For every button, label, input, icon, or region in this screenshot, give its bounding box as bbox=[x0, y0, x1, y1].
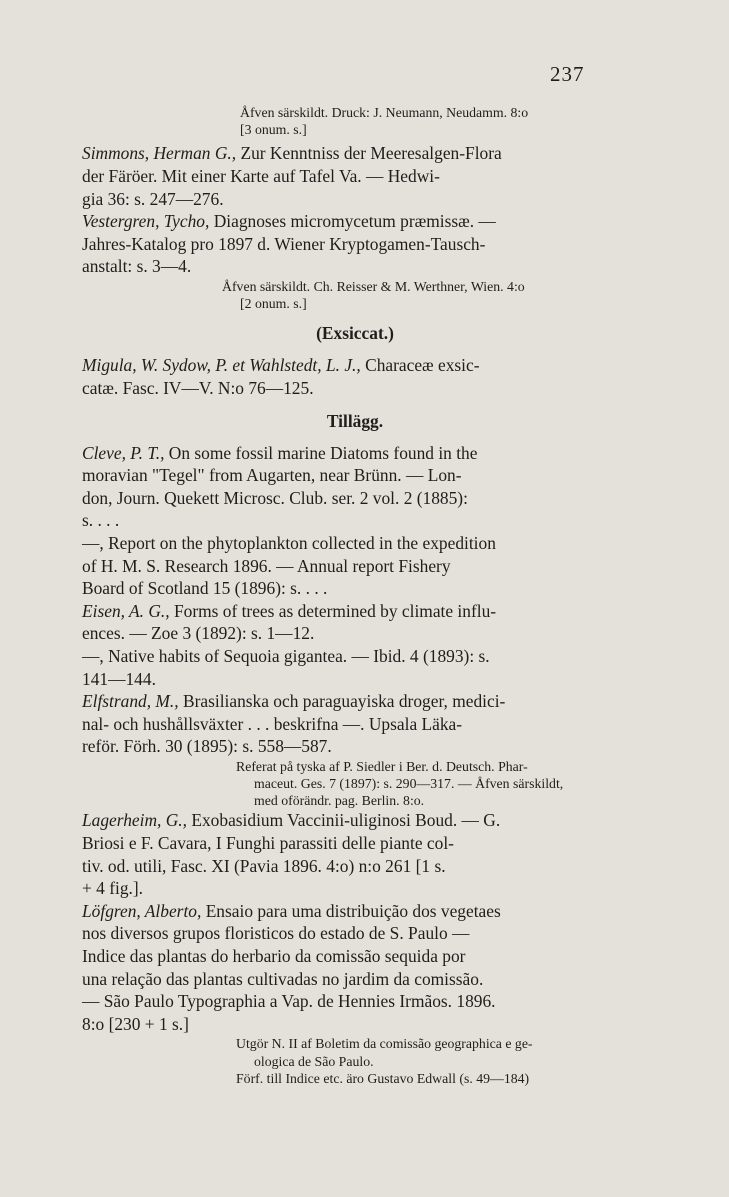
entry-text: On some fossil marine Diatoms found in the bbox=[168, 442, 478, 463]
entry-text: —, Native habits of Sequoia gigantea. — Ibid. 4 (1893): s. bbox=[82, 645, 490, 666]
entry-author: Lagerheim, G., bbox=[82, 810, 187, 831]
entry-text: 141—144. bbox=[82, 668, 156, 689]
entry-text: Brasilianska och paraguayiska droger, medici- bbox=[182, 691, 506, 712]
entry-text: Ensaio para uma distribuição dos vegetaes bbox=[205, 900, 501, 921]
entry-text: ences. — Zoe 3 (1892): s. 1—12. bbox=[82, 623, 315, 644]
entry-text: reför. Förh. 30 (1895): s. 558—587. bbox=[82, 736, 332, 757]
entry-text: of H. M. S. Research 1896. — Annual report Fishery bbox=[82, 555, 451, 576]
bib-entry bbox=[82, 210, 628, 278]
bib-entry bbox=[82, 809, 628, 899]
note-line: Åfven särskildt. Ch. Reisser & M. Werthner, Wien. 4:o bbox=[222, 278, 525, 294]
entry-text: 8:o [230 + 1 s.] bbox=[82, 1013, 189, 1034]
entry-text: don, Journ. Quekett Microsc. Club. ser. 2 vol. 2 (1885): bbox=[82, 487, 468, 508]
entry-text: s. . . . bbox=[82, 510, 120, 531]
entry-author: Löfgren, Alberto, bbox=[82, 900, 202, 921]
page-number: 237 bbox=[550, 62, 585, 86]
note-line: [2 onum. s.] bbox=[240, 296, 307, 312]
entry-text: —, Report on the phytoplankton collected in the expedition bbox=[82, 532, 496, 553]
entry-text: una relação das plantas cultivadas no jardim da comissão. bbox=[82, 968, 484, 989]
note-line: [3 onum. s.] bbox=[240, 122, 307, 138]
entry-author: Eisen, A. G., bbox=[82, 600, 170, 621]
entry-text: der Färöer. Mit einer Karte auf Tafel Va. — Hedwi- bbox=[82, 166, 440, 186]
note-line: Utgör N. II af Boletim da comissão geographica e ge- bbox=[236, 1036, 533, 1052]
bibliography-column bbox=[82, 104, 628, 1087]
entry-text: Briosi e F. Cavara, I Funghi parassiti delle piante col- bbox=[82, 833, 454, 854]
bib-entry bbox=[82, 442, 628, 532]
entry-text: Diagnoses micromycetum præmissæ. — bbox=[213, 211, 496, 232]
entry-text: Forms of trees as determined by climate influ- bbox=[173, 600, 497, 621]
entry-author: Elfstrand, M., bbox=[82, 691, 179, 712]
bib-entry bbox=[82, 354, 628, 399]
entry-text: anstalt: s. 3—4. bbox=[82, 256, 192, 277]
note-line: med oförändr. pag. Berlin. 8:o. bbox=[254, 793, 425, 809]
bib-entry bbox=[82, 690, 628, 758]
note-line: maceut. Ges. 7 (1897): s. 290—317. — Åfven särskildt, bbox=[254, 776, 564, 792]
bib-entry bbox=[82, 532, 628, 600]
note bbox=[82, 278, 628, 312]
bib-entry bbox=[82, 142, 628, 210]
entry-text: gia 36: s. 247—276. bbox=[82, 188, 224, 209]
entry-author: Migula, W. Sydow, P. et Wahlstedt, L. J., bbox=[82, 355, 361, 376]
entry-text: tiv. od. utili, Fasc. XI (Pavia 1896. 4:o) n:o 261 [1 s. bbox=[82, 855, 446, 876]
entry-text: moravian "Tegel" from Augarten, near Brünn. — Lon- bbox=[82, 465, 462, 486]
entry-text: Characeæ exsic- bbox=[365, 355, 480, 376]
entry-author: Vestergren, Tycho, bbox=[82, 211, 210, 232]
section-heading-tillagg: Tillägg. bbox=[326, 410, 384, 431]
bib-entry bbox=[82, 900, 628, 1036]
note bbox=[82, 1035, 628, 1087]
bib-entry bbox=[82, 600, 628, 645]
note-line: Förf. till Indice etc. äro Gustavo Edwall (s. 49—184) bbox=[236, 1070, 530, 1086]
entry-author: Cleve, P. T., bbox=[82, 442, 165, 463]
entry-text: Exobasidium Vaccinii-uliginosi Boud. — G. bbox=[191, 810, 501, 831]
entry-text: Board of Scotland 15 (1896): s. . . . bbox=[82, 578, 328, 599]
entry-text: Jahres-Katalog pro 1897 d. Wiener Kryptogamen-Tausch- bbox=[82, 233, 486, 254]
entry-text: nos diversos grupos floristicos do estado de S. Paulo — bbox=[82, 923, 470, 944]
entry-text: catæ. Fasc. IV—V. N:o 76—125. bbox=[82, 377, 314, 398]
note-line: Åfven särskildt. Druck: J. Neumann, Neudamm. 8:o bbox=[240, 105, 529, 120]
entry-text: Zur Kenntniss der Meeresalgen-Flora bbox=[240, 143, 502, 164]
note bbox=[82, 104, 628, 138]
entry-text: + 4 fig.]. bbox=[82, 878, 144, 899]
note-line: ologica de São Paulo. bbox=[254, 1053, 374, 1069]
bib-entry bbox=[82, 645, 628, 690]
note-line: Referat på tyska af P. Siedler i Ber. d. Deutsch. Phar- bbox=[236, 758, 528, 774]
section-heading-exsiccat: (Exsiccat.) bbox=[316, 323, 394, 344]
entry-text: Indice das plantas do herbario da comissão sequida por bbox=[82, 946, 466, 967]
note bbox=[82, 758, 628, 810]
entry-text: nal- och hushållsväxter . . . beskrifna —. Upsala Läka- bbox=[82, 713, 463, 734]
entry-text: — São Paulo Typographia a Vap. de Hennies Irmãos. 1896. bbox=[82, 991, 496, 1012]
entry-author: Simmons, Herman G., bbox=[82, 143, 237, 164]
